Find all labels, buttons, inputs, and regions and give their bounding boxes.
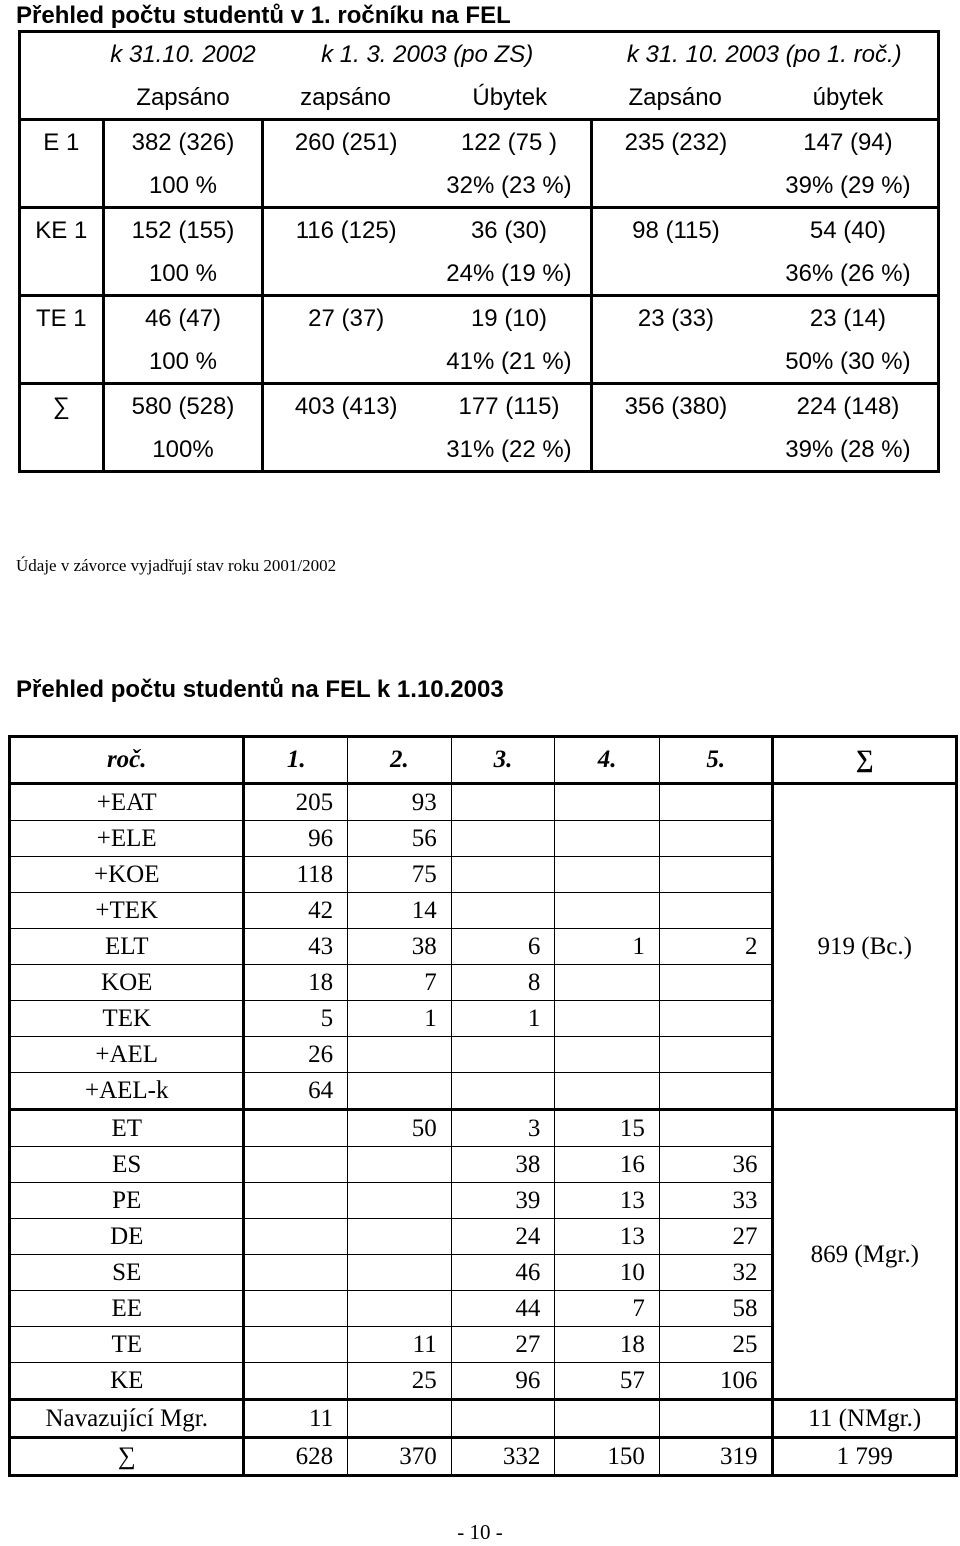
count-cell — [555, 1073, 660, 1110]
count-cell — [555, 1001, 660, 1037]
year-header: roč. — [10, 737, 244, 784]
count-cell: 58 — [659, 1291, 773, 1327]
program-label: TE — [10, 1327, 244, 1363]
count-cell: 2 — [659, 929, 773, 965]
program-label: DE — [10, 1219, 244, 1255]
count-cell: 1 — [348, 1001, 452, 1037]
count-cell — [348, 1037, 452, 1073]
count-cell — [244, 1147, 348, 1183]
percent-cell: 100 % — [103, 254, 263, 296]
count-cell: 18 — [244, 965, 348, 1001]
row-label: TE 1 — [20, 296, 104, 342]
count-cell: 32 — [659, 1255, 773, 1291]
count-cell: 13 — [555, 1183, 660, 1219]
count-cell: 1 — [555, 929, 660, 965]
count-cell — [348, 1183, 452, 1219]
count-cell: 39 — [451, 1183, 555, 1219]
table-row — [10, 784, 957, 821]
count-cell: 5 — [244, 1001, 348, 1037]
value-cell: 116 (125) — [263, 208, 428, 254]
count-cell — [348, 1219, 452, 1255]
value-cell: 36 (30) — [428, 208, 591, 254]
count-cell — [451, 857, 555, 893]
value-cell: 356 (380) — [591, 384, 758, 430]
count-cell — [659, 857, 773, 893]
count-cell — [348, 1291, 452, 1327]
program-label: +KOE — [10, 857, 244, 893]
percent-cell: 41% (21 %) — [446, 347, 572, 375]
value-cell: 260 (251) — [263, 120, 428, 166]
value-cell: 122 (75 ) — [428, 120, 591, 166]
count-cell: 46 — [451, 1255, 555, 1291]
year-header: 1. — [244, 737, 348, 784]
date-header-2: k 1. 3. 2003 (po ZS) — [321, 41, 534, 69]
count-cell — [555, 1037, 660, 1073]
program-label: +AEL-k — [10, 1073, 244, 1110]
value-cell: 147 (94) — [759, 120, 939, 166]
page-number: - 10 - — [457, 1520, 503, 1544]
count-cell — [555, 784, 660, 821]
value-cell: 382 (326) — [103, 120, 263, 166]
count-cell: 64 — [244, 1073, 348, 1110]
percent-cell: 31% (22 %) — [446, 435, 572, 463]
count-cell — [451, 893, 555, 929]
program-label: ELT — [10, 929, 244, 965]
count-cell — [555, 893, 660, 929]
program-label: +TEK — [10, 893, 244, 929]
count-cell — [451, 1073, 555, 1110]
percent-cell: 39% (28 %) — [785, 435, 911, 463]
value-cell: 235 (232) — [591, 120, 758, 166]
table-row — [10, 1110, 957, 1147]
percent-cell: 32% (23 %) — [446, 171, 572, 199]
count-cell — [659, 1110, 773, 1147]
program-label: KOE — [10, 965, 244, 1001]
count-cell: 26 — [244, 1037, 348, 1073]
count-cell — [659, 1073, 773, 1110]
count-cell — [244, 1327, 348, 1363]
count-cell: 93 — [348, 784, 452, 821]
count-cell — [659, 965, 773, 1001]
percent-cell: 50% (30 %) — [785, 347, 911, 375]
count-cell — [348, 1255, 452, 1291]
value-cell: 19 (10) — [428, 296, 591, 342]
count-cell — [659, 784, 773, 821]
count-cell: 27 — [451, 1327, 555, 1363]
count-cell: 11 — [244, 1400, 348, 1438]
total-cell: 628 — [244, 1438, 348, 1476]
count-cell: 6 — [451, 929, 555, 965]
program-label: KE — [10, 1363, 244, 1400]
count-cell: 8 — [451, 965, 555, 1001]
value-cell: 177 (115) — [428, 384, 591, 430]
total-cell: 319 — [659, 1438, 773, 1476]
year-header: 5. — [659, 737, 773, 784]
sum-nmgr-cell: 11 (NMgr.) — [773, 1400, 957, 1438]
program-label: TEK — [10, 1001, 244, 1037]
count-cell — [244, 1291, 348, 1327]
sum-symbol: ∑ — [10, 1438, 244, 1476]
count-cell — [348, 1400, 452, 1438]
count-cell: 27 — [659, 1219, 773, 1255]
count-cell — [555, 965, 660, 1001]
count-cell: 16 — [555, 1147, 660, 1183]
count-cell: 18 — [555, 1327, 660, 1363]
count-cell — [451, 821, 555, 857]
program-label: +AEL — [10, 1037, 244, 1073]
count-cell: 3 — [451, 1110, 555, 1147]
program-label: SE — [10, 1255, 244, 1291]
percent-cell: 39% (29 %) — [785, 171, 911, 199]
count-cell — [244, 1219, 348, 1255]
date-header-3: k 31. 10. 2003 (po 1. roč.) — [626, 41, 902, 69]
row-label: E 1 — [20, 120, 104, 166]
total-cell: 370 — [348, 1438, 452, 1476]
count-cell — [348, 1147, 452, 1183]
count-cell — [244, 1110, 348, 1147]
program-label: +ELE — [10, 821, 244, 857]
count-cell: 43 — [244, 929, 348, 965]
year-header: 4. — [555, 737, 660, 784]
percent-cell: 100 % — [103, 342, 263, 384]
count-cell: 118 — [244, 857, 348, 893]
sum-bc-cell: 919 (Bc.) — [773, 784, 957, 1110]
subheader: úbytek — [812, 83, 884, 111]
count-cell — [555, 857, 660, 893]
total-cell: 150 — [555, 1438, 660, 1476]
count-cell — [555, 1400, 660, 1438]
count-cell: 7 — [555, 1291, 660, 1327]
value-cell: 23 (33) — [591, 296, 758, 342]
sum-header: ∑ — [773, 737, 957, 784]
total-cell: 332 — [451, 1438, 555, 1476]
count-cell: 25 — [659, 1327, 773, 1363]
count-cell: 106 — [659, 1363, 773, 1400]
count-cell — [244, 1363, 348, 1400]
subheader: Úbytek — [472, 83, 548, 111]
count-cell: 1 — [451, 1001, 555, 1037]
program-label: Navazující Mgr. — [10, 1400, 244, 1438]
sum-symbol: ∑ — [20, 384, 104, 430]
program-label: EE — [10, 1291, 244, 1327]
count-cell: 14 — [348, 893, 452, 929]
count-cell: 205 — [244, 784, 348, 821]
count-cell: 7 — [348, 965, 452, 1001]
program-label: +EAT — [10, 784, 244, 821]
percent-cell: 36% (26 %) — [785, 259, 911, 287]
count-cell: 11 — [348, 1327, 452, 1363]
count-cell — [659, 1037, 773, 1073]
page-heading-1: Přehled počtu studentů v 1. ročníku na FEL — [16, 2, 511, 29]
count-cell — [451, 784, 555, 821]
subheader: zapsáno — [300, 83, 391, 111]
count-cell: 57 — [555, 1363, 660, 1400]
count-cell: 50 — [348, 1110, 452, 1147]
count-cell: 25 — [348, 1363, 452, 1400]
count-cell: 42 — [244, 893, 348, 929]
count-cell — [659, 1001, 773, 1037]
count-cell: 24 — [451, 1219, 555, 1255]
count-cell: 13 — [555, 1219, 660, 1255]
count-cell: 36 — [659, 1147, 773, 1183]
program-label: ES — [10, 1147, 244, 1183]
value-cell: 27 (37) — [263, 296, 428, 342]
value-cell: 46 (47) — [103, 296, 263, 342]
students-by-year-table — [8, 735, 958, 1477]
program-label: PE — [10, 1183, 244, 1219]
count-cell — [244, 1183, 348, 1219]
count-cell: 38 — [451, 1147, 555, 1183]
first-year-table — [18, 30, 940, 473]
count-cell: 44 — [451, 1291, 555, 1327]
count-cell — [659, 821, 773, 857]
percent-cell: 24% (19 %) — [446, 259, 572, 287]
count-cell — [659, 893, 773, 929]
subheader: Zapsáno — [136, 83, 230, 111]
count-cell — [451, 1037, 555, 1073]
count-cell: 38 — [348, 929, 452, 965]
count-cell: 15 — [555, 1110, 660, 1147]
count-cell: 56 — [348, 821, 452, 857]
footnote: Údaje v závorce vyjadřují stav roku 2001/2002 — [16, 556, 337, 575]
value-cell: 152 (155) — [103, 208, 263, 254]
table-row — [10, 1400, 957, 1438]
percent-cell: 100% — [103, 430, 263, 472]
count-cell — [555, 821, 660, 857]
count-cell: 75 — [348, 857, 452, 893]
count-cell: 33 — [659, 1183, 773, 1219]
row-label: KE 1 — [20, 208, 104, 254]
subheader: Zapsáno — [628, 83, 722, 111]
count-cell: 96 — [244, 821, 348, 857]
percent-cell: 100 % — [103, 166, 263, 208]
value-cell: 224 (148) — [759, 384, 939, 430]
year-header: 2. — [348, 737, 452, 784]
value-cell: 98 (115) — [591, 208, 758, 254]
count-cell — [348, 1073, 452, 1110]
count-cell — [451, 1400, 555, 1438]
sum-mgr-cell: 869 (Mgr.) — [773, 1110, 957, 1400]
count-cell — [244, 1255, 348, 1291]
value-cell: 403 (413) — [263, 384, 428, 430]
count-cell — [659, 1400, 773, 1438]
year-header: 3. — [451, 737, 555, 784]
date-header-1: k 31.10. 2002 — [110, 41, 256, 69]
value-cell: 580 (528) — [103, 384, 263, 430]
total-cell: 1 799 — [773, 1438, 957, 1476]
page-heading-2: Přehled počtu studentů na FEL k 1.10.2003 — [16, 676, 504, 703]
value-cell: 23 (14) — [759, 296, 939, 342]
program-label: ET — [10, 1110, 244, 1147]
count-cell: 96 — [451, 1363, 555, 1400]
value-cell: 54 (40) — [759, 208, 939, 254]
count-cell: 10 — [555, 1255, 660, 1291]
